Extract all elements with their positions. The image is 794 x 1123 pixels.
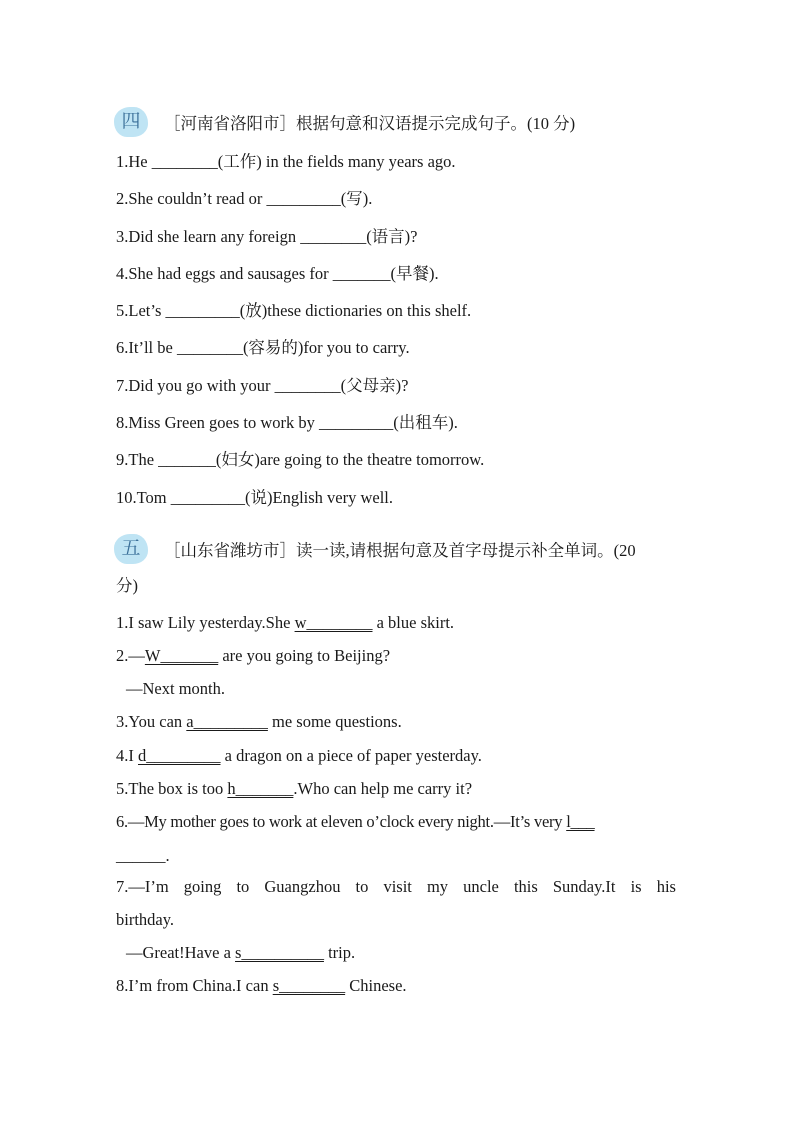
s5-item-8: 8.I’m from China.I can s________ Chinese. xyxy=(116,976,407,995)
blank: a_________ xyxy=(186,712,268,731)
s4-item-4: 4.She had eggs and sausages for _______(早餐). xyxy=(116,264,439,283)
s4-item-7: 7.Did you go with your ________(父母亲)? xyxy=(116,376,409,395)
section-4-number: 四 xyxy=(121,110,141,132)
s5-item-5: 5.The box is too h_______.Who can help me carry it? xyxy=(116,779,473,798)
s5-item-1: 1.I saw Lily yesterday.She w________ a blue skirt. xyxy=(116,613,455,632)
section-5-number: 五 xyxy=(121,537,141,559)
s4-item-9: 9.The _______(妇女)are going to the theatre tomorrow. xyxy=(116,450,485,469)
blank: d_________ xyxy=(138,746,221,765)
s5-item-2-answer: —Next month. xyxy=(126,679,225,698)
s4-item-6: 6.It’ll be ________(容易的)for you to carry. xyxy=(116,338,410,357)
s4-item-8: 8.Miss Green goes to work by _________(出租车). xyxy=(116,413,458,432)
section-5-heading: ［山东省潍坊市］读一读,请根据句意及首字母提示补全单词。(20 xyxy=(164,541,636,560)
s5-item-7-answer: —Great!Have a s__________ trip. xyxy=(126,943,356,962)
s4-item-5: 5.Let’s _________(放)these dictionaries on this shelf. xyxy=(116,301,472,320)
blank: l___ xyxy=(566,812,595,831)
s4-item-1: 1.He ________(工作) in the fields many years ago. xyxy=(116,152,456,171)
section-4-badge xyxy=(114,107,148,137)
s5-item-6: 6.—My mother goes to work at eleven o’clock every night.—It’s very l___ xyxy=(116,812,595,831)
section-5-heading-cont: 分) xyxy=(116,576,138,595)
s4-item-2: 2.She couldn’t read or _________(写). xyxy=(116,189,373,208)
section-5-badge xyxy=(114,534,148,564)
s5-item-2: 2.—W_______ are you going to Beijing? xyxy=(116,646,391,665)
s5-item-6-cont: ______. xyxy=(116,846,170,865)
s4-item-3: 3.Did she learn any foreign ________(语言)? xyxy=(116,227,418,246)
s5-item-3: 3.You can a_________ me some questions. xyxy=(116,712,402,731)
blank: w________ xyxy=(294,613,373,632)
blank: s________ xyxy=(272,976,346,995)
blank: W_______ xyxy=(144,646,219,665)
blank: h_______ xyxy=(227,779,294,798)
s4-item-10: 10.Tom _________(说)English very well. xyxy=(116,488,394,507)
blank: s__________ xyxy=(235,943,324,962)
s5-item-7: 7.—I’m going to Guangzhou to visit my uncle this Sunday.It is his xyxy=(116,877,676,896)
section-4-heading: ［河南省洛阳市］根据句意和汉语提示完成句子。(10 分) xyxy=(164,114,576,133)
s5-item-4: 4.I d_________ a dragon on a piece of paper yesterday. xyxy=(116,746,482,765)
s5-item-7-cont: birthday. xyxy=(116,910,175,929)
